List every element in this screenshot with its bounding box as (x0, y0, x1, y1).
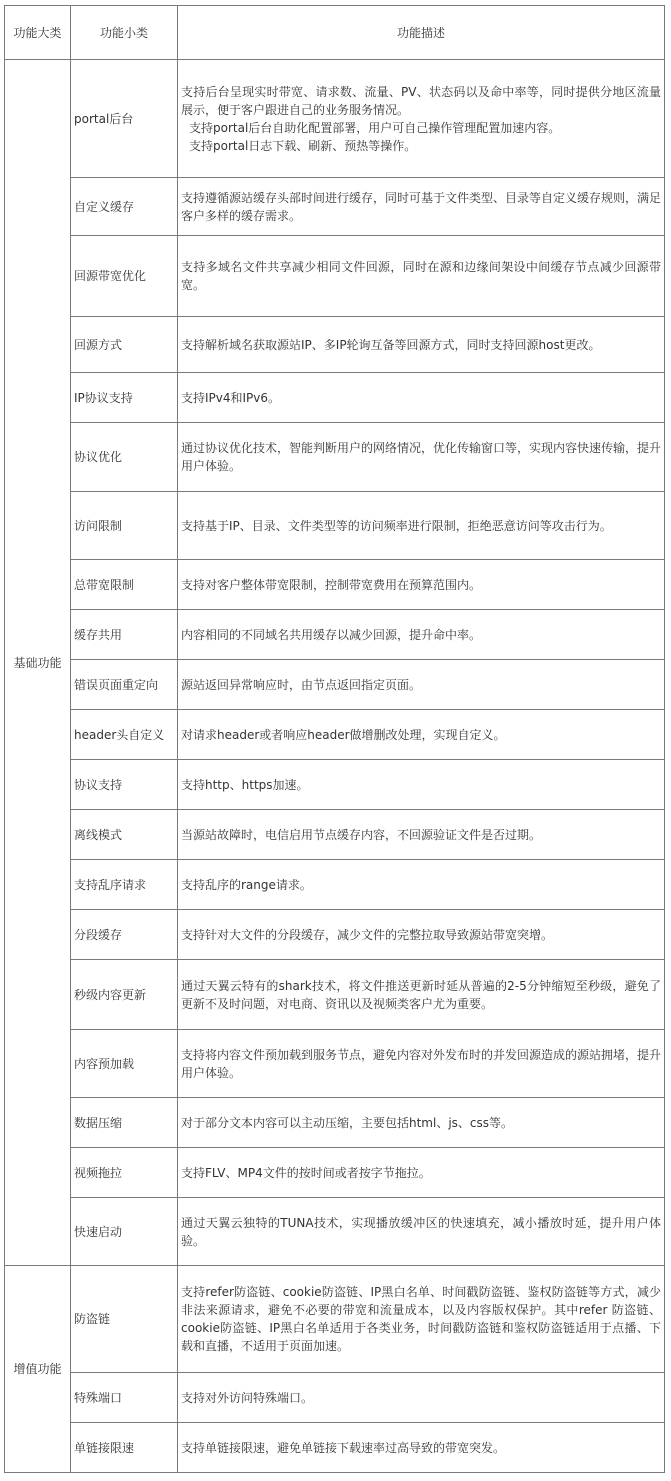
description-cell: 通过天翼云特有的shark技术，将文件推送更新时延从普遍的2-5分钟缩短至秒级，避免了更新不及时问题，对电商、资讯以及视频类客户尤为重要。 (178, 960, 665, 1030)
table-row (5, 910, 665, 960)
table-row (5, 1198, 665, 1266)
table-row (5, 660, 665, 710)
subcategory-cell: 协议优化 (71, 423, 178, 492)
subcategory-cell: 协议支持 (71, 760, 178, 810)
header-category: 功能大类 (5, 6, 71, 60)
subcategory-cell: 秒级内容更新 (71, 960, 178, 1030)
table-row (5, 178, 665, 236)
description-cell: 支持单链接限速，避免单链接下载速率过高导致的带宽突发。 (178, 1423, 665, 1473)
description-cell: 当源站故障时，电信启用节点缓存内容，不回源验证文件是否过期。 (178, 810, 665, 860)
table-row (5, 810, 665, 860)
description-cell: 通过天翼云独特的TUNA技术，实现播放缓冲区的快速填充，减小播放时延，提升用户体验。 (178, 1198, 665, 1266)
subcategory-cell: 回源带宽优化 (71, 236, 178, 317)
description-cell: 支持IPv4和IPv6。 (178, 373, 665, 423)
subcategory-cell: 特殊端口 (71, 1373, 178, 1423)
table-row (5, 610, 665, 660)
table-row (5, 1266, 665, 1373)
description-cell: 支持将内容文件预加载到服务节点，避免内容对外发布时的并发回源造成的源站拥堵，提升用户体验。 (178, 1030, 665, 1098)
table-row (5, 317, 665, 373)
subcategory-cell: 快速启动 (71, 1198, 178, 1266)
description-cell: 支持解析域名获取源站IP、多IP轮询互备等回源方式，同时支持回源host更改。 (178, 317, 665, 373)
subcategory-cell: portal后台 (71, 60, 178, 178)
subcategory-cell: 离线模式 (71, 810, 178, 860)
description-text: 支持后台呈现实时带宽、请求数、流量、PV、状态码以及命中率等，同时提供分地区流量展示，便于客户跟进自己的业务服务情况。 (181, 84, 661, 117)
subcategory-cell: 内容预加载 (71, 1030, 178, 1098)
subcategory-cell: 数据压缩 (71, 1098, 178, 1148)
table-row (5, 1030, 665, 1098)
table-row (5, 710, 665, 760)
description-cell: 支持FLV、MP4文件的按时间或者按字节拖拉。 (178, 1148, 665, 1198)
subcategory-cell: 回源方式 (71, 317, 178, 373)
description-cell: 支持遵循源站缓存头部时间进行缓存，同时可基于文件类型、目录等自定义缓存规则，满足客户多样的缓存需求。 (178, 178, 665, 236)
table-row (5, 423, 665, 492)
subcategory-cell: 支持乱序请求 (71, 860, 178, 910)
description-cell: 对请求header或者响应header做增删改处理，实现自定义。 (178, 710, 665, 760)
description-text: 支持portal日志下载、刷新、预热等操作。 (189, 138, 417, 153)
subcategory-cell: header头自定义 (71, 710, 178, 760)
description-cell (178, 60, 665, 178)
description-cell: 支持乱序的range请求。 (178, 860, 665, 910)
description-cell: 源站返回异常响应时，由节点返回指定页面。 (178, 660, 665, 710)
description-cell: 通过协议优化技术，智能判断用户的网络情况，优化传输窗口等，实现内容快速传输，提升用户体验。 (178, 423, 665, 492)
subcategory-cell: 缓存共用 (71, 610, 178, 660)
category-value-added: 增值功能 (5, 1266, 71, 1473)
subcategory-cell: 自定义缓存 (71, 178, 178, 236)
table-row (5, 1148, 665, 1198)
description-cell: 支持针对大文件的分段缓存，减少文件的完整拉取导致源站带宽突增。 (178, 910, 665, 960)
description-cell: 支持对客户整体带宽限制，控制带宽费用在预算范围内。 (178, 560, 665, 610)
subcategory-cell: 访问限制 (71, 492, 178, 560)
category-basic: 基础功能 (5, 60, 71, 1266)
description-text: 支持portal后台自助化配置部署，用户可自己操作管理配置加速内容。 (189, 120, 561, 135)
header-row (5, 6, 665, 60)
header-subcategory: 功能小类 (71, 6, 178, 60)
subcategory-cell: IP协议支持 (71, 373, 178, 423)
table-row (5, 860, 665, 910)
description-cell: 对于部分文本内容可以主动压缩，主要包括html、js、css等。 (178, 1098, 665, 1148)
subcategory-cell: 错误页面重定向 (71, 660, 178, 710)
subcategory-cell: 总带宽限制 (71, 560, 178, 610)
description-cell: 支持对外访问特殊端口。 (178, 1373, 665, 1423)
table-row (5, 492, 665, 560)
subcategory-cell: 分段缓存 (71, 910, 178, 960)
description-cell: 内容相同的不同域名共用缓存以减少回源，提升命中率。 (178, 610, 665, 660)
table-row (5, 236, 665, 317)
table-row (5, 60, 665, 178)
description-cell: 支持多域名文件共享减少相同文件回源，同时在源和边缘间架设中间缓存节点减少回源带宽。 (178, 236, 665, 317)
subcategory-cell: 防盗链 (71, 1266, 178, 1373)
table-row (5, 760, 665, 810)
subcategory-cell: 单链接限速 (71, 1423, 178, 1473)
description-cell: 支持http、https加速。 (178, 760, 665, 810)
table-row (5, 1373, 665, 1423)
feature-table (4, 5, 665, 1473)
subcategory-cell: 视频拖拉 (71, 1148, 178, 1198)
table-row (5, 960, 665, 1030)
description-cell: 支持refer防盗链、cookie防盗链、IP黑白名单、时间戳防盗链、鉴权防盗链等方式，减少非法来源请求，避免不必要的带宽和流量成本，以及内容版权保护。其中refer 防盗链、cookie防盗链、IP黑白名单适用于各类业务，时间戳防盗链和鉴权防盗链适用于点播、下载和直播，不适用于页面加速。 (178, 1266, 665, 1373)
table-row (5, 373, 665, 423)
table-row (5, 560, 665, 610)
header-description: 功能描述 (178, 6, 665, 60)
table-row (5, 1423, 665, 1473)
table-row (5, 1098, 665, 1148)
description-cell: 支持基于IP、目录、文件类型等的访问频率进行限制，拒绝恶意访问等攻击行为。 (178, 492, 665, 560)
